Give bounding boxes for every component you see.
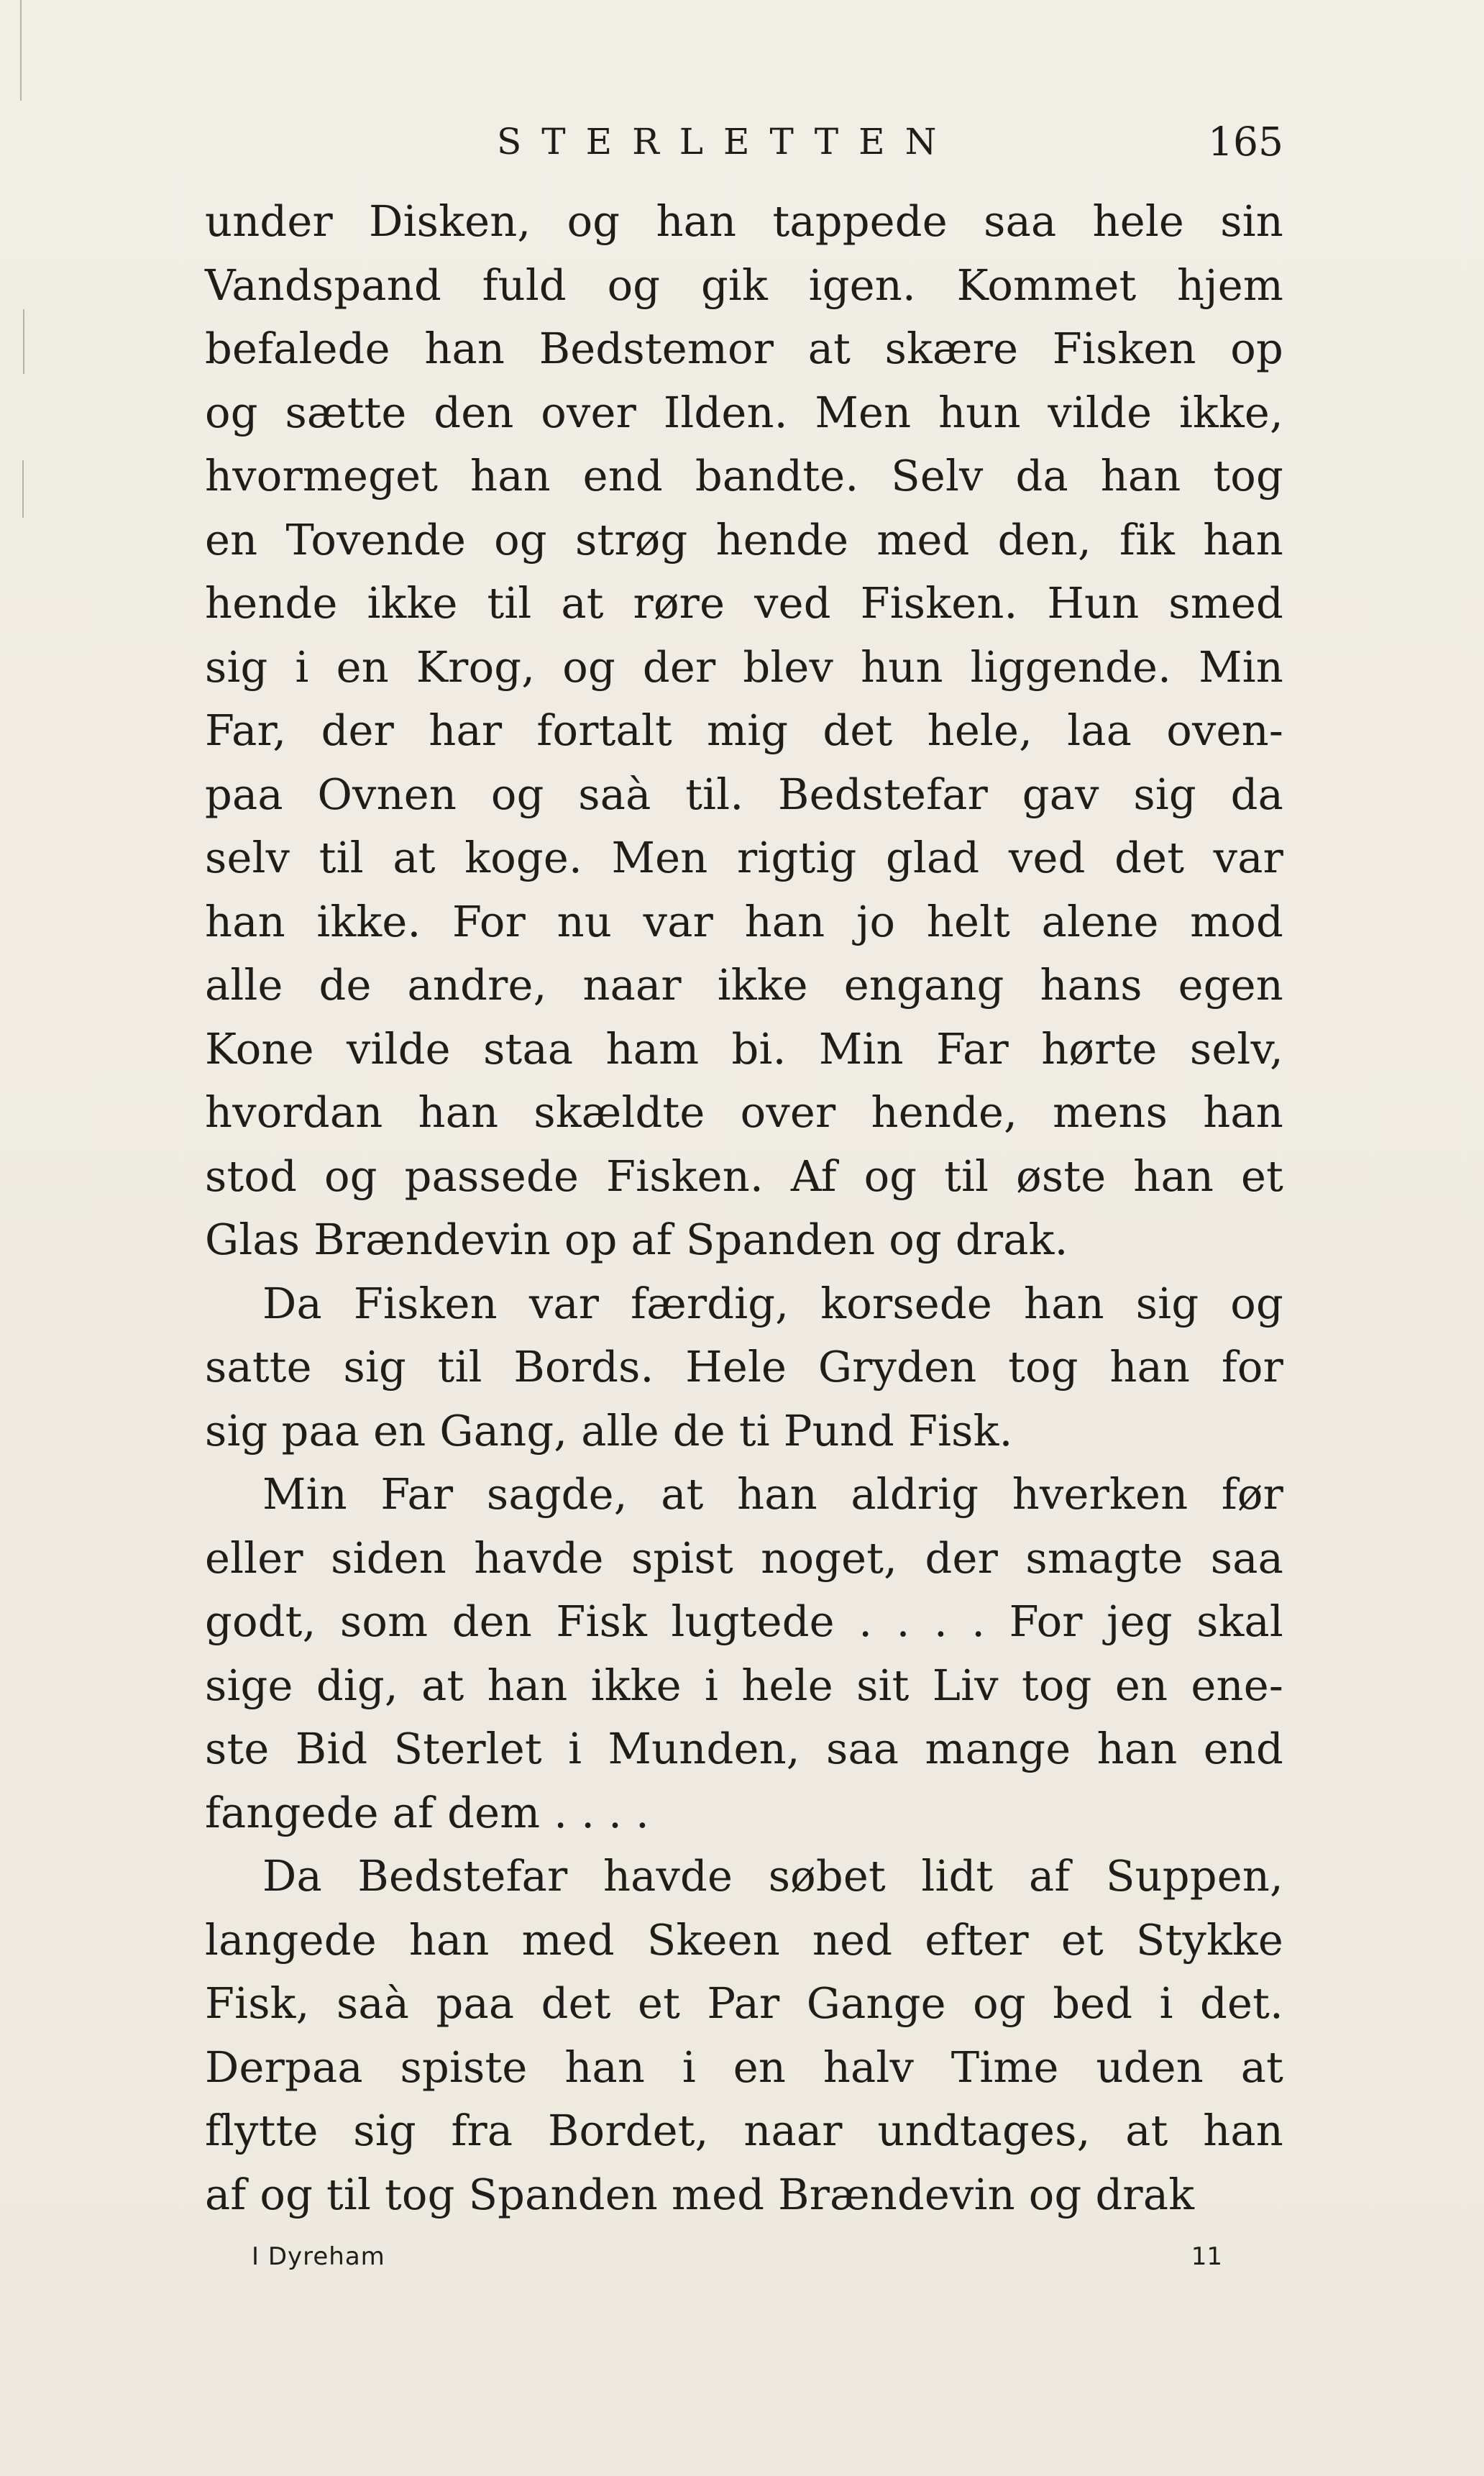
text-line: sige dig, at han ikke i hele sit Liv tog en ene-: [205, 1660, 1283, 1710]
page-number: 165: [1208, 119, 1283, 165]
text-line: Da Bedstefar havde søbet lidt af Suppen,: [262, 1851, 1283, 1901]
text-line: ste Bid Sterlet i Munden, saa mange han end: [205, 1724, 1283, 1773]
text-line: alle de andre, naar ikke engang hans egen: [205, 960, 1283, 1010]
text-line: Fisk, saà paa det et Par Gange og bed i det.: [205, 1978, 1283, 2028]
text-line: og sætte den over Ilden. Men hun vilde ikke,: [205, 387, 1283, 437]
paragraph-2: [205, 1272, 1283, 1463]
page-header: [205, 115, 1283, 168]
text-line: sig paa en Gang, alle de ti Pund Fisk.: [205, 1405, 1013, 1456]
text-line: selv til at koge. Men rigtig glad ved det var: [205, 833, 1283, 882]
text-line: Glas Brændevin op af Spanden og drak.: [205, 1215, 1068, 1264]
text-line: hvormeget han end bandte. Selv da han tog: [205, 451, 1283, 501]
page-footer: [252, 2238, 1222, 2275]
text-line: en Tovende og strøg hende med den, fik han: [205, 514, 1283, 565]
text-line: satte sig til Bords. Hele Gryden tog han for: [205, 1342, 1283, 1392]
text-line: Vandspand fuld og gik igen. Kommet hjem: [205, 260, 1283, 310]
text-line: hende ikke til at røre ved Fisken. Hun smed: [205, 578, 1283, 628]
text-line: han ikke. For nu var han jo helt alene mod: [205, 896, 1283, 946]
body-text: [205, 190, 1283, 2226]
paragraph-1: [205, 190, 1283, 1272]
binding-edge: [23, 309, 24, 374]
text-line: befalede han Bedstemor at skære Fisken op: [205, 324, 1283, 373]
text-line: Far, der har fortalt mig det hele, laa oven-: [205, 705, 1283, 755]
text-line: Da Fisken var færdig, korsede han sig og: [262, 1278, 1283, 1328]
text-line: flytte sig fra Bordet, naar undtages, at han: [205, 2106, 1283, 2155]
signature-number: 11: [1191, 2242, 1222, 2271]
text-line: hvordan han skældte over hende, mens han: [205, 1087, 1283, 1137]
text-line: Kone vilde staa ham bi. Min Far hørte selv,: [205, 1023, 1283, 1074]
paragraph-3: [205, 1463, 1283, 1845]
text-line: fangede af dem . . . .: [205, 1787, 649, 1837]
text-line: af og til tog Spanden med Brændevin og drak: [205, 2169, 1195, 2219]
text-line: Derpaa spiste han i en halv Time uden at: [205, 2042, 1283, 2092]
signature-mark: I Dyreham: [252, 2242, 385, 2271]
text-line: paa Ovnen og saà til. Bedstefar gav sig da: [205, 769, 1283, 819]
binding-edge: [20, 0, 22, 101]
text-line: under Disken, og han tappede saa hele sin: [205, 196, 1283, 246]
text-line: langede han med Skeen ned efter et Stykke: [205, 1914, 1283, 1965]
text-line: stod og passede Fisken. Af og til øste han et: [205, 1151, 1283, 1201]
text-line: eller siden havde spist noget, der smagte saa: [205, 1532, 1283, 1583]
text-line: godt, som den Fisk lugtede . . . . For jeg skal: [205, 1596, 1283, 1646]
text-line: sig i en Krog, og der blev hun liggende. Min: [205, 641, 1283, 692]
paragraph-4: [205, 1845, 1283, 2226]
running-title: STERLETTEN: [497, 121, 957, 163]
text-line: Min Far sagde, at han aldrig hverken før: [262, 1469, 1283, 1519]
binding-edge: [22, 460, 24, 518]
